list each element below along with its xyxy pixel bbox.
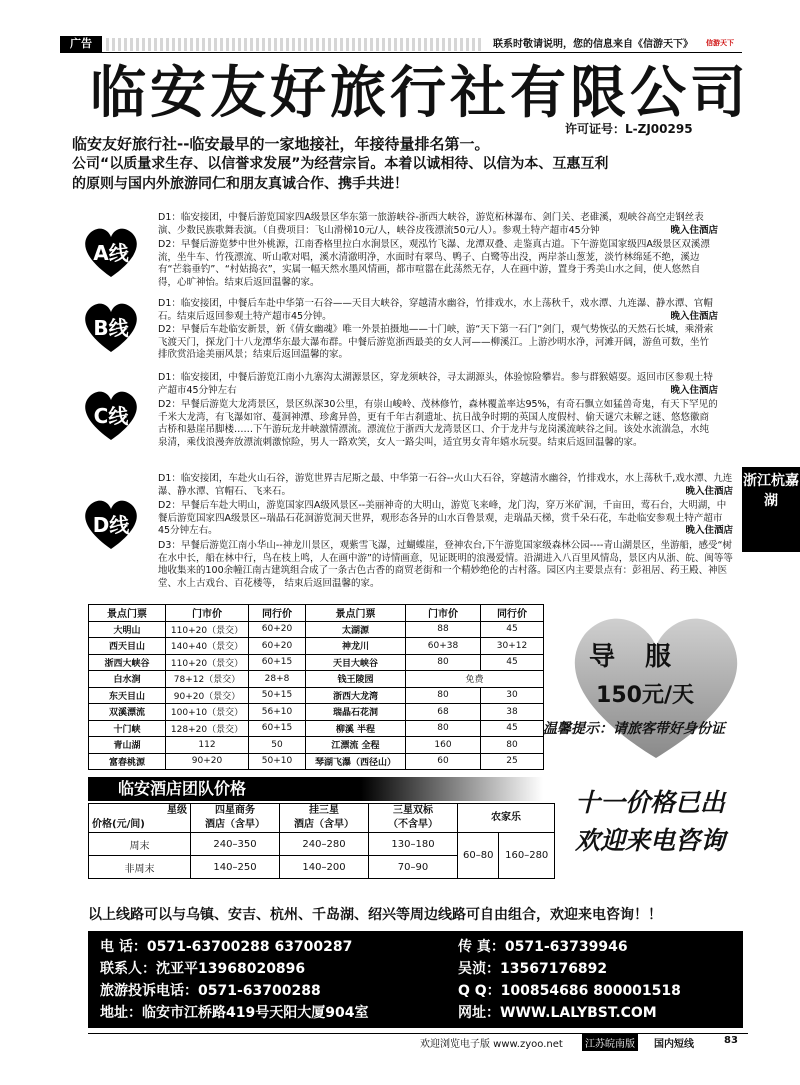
table-cell: 78+12（景交） — [166, 671, 249, 688]
attraction-name: 西天目山 — [89, 638, 166, 655]
route-day — [158, 212, 718, 237]
route-day — [158, 473, 733, 498]
table-cell: 60+15 — [249, 720, 306, 737]
attraction-name: 瑞晶石花洞 — [306, 704, 406, 721]
corner-bottom: 价格(元/间) — [92, 819, 145, 830]
route-label: D线 — [92, 513, 130, 537]
attraction-name: 双溪漂流 — [89, 704, 166, 721]
corner-header — [89, 804, 191, 833]
table-cell: 80 — [406, 654, 481, 671]
contact-panel — [88, 931, 743, 1028]
table-cell: 100+10（景交） — [166, 704, 249, 721]
attraction-name: 大明山 — [89, 621, 166, 638]
day-tag: D1： — [158, 298, 181, 309]
table-row — [89, 621, 544, 638]
column-header: 门市价 — [166, 605, 249, 622]
header-pattern — [103, 38, 483, 51]
complaint-phone: 旅游投诉电话：0571-63700288 — [100, 983, 321, 999]
table-cell: 112 — [166, 737, 249, 754]
attraction-name: 浙西大龙湾 — [306, 687, 406, 704]
table-row — [89, 720, 544, 737]
route-day — [158, 500, 733, 538]
publication-logo: 信游天下 — [706, 39, 734, 47]
hotel-price-table — [88, 803, 555, 879]
attraction-name: 江漂流 全程 — [306, 737, 406, 754]
day-tag: D3： — [158, 540, 181, 551]
table-cell: 45 — [481, 621, 544, 638]
table-cell: 160–280 — [499, 833, 555, 879]
column-header: 四星商务 酒店（含早） — [191, 804, 280, 833]
phone-line: 电 话：0571-63700288 63700287 — [100, 939, 353, 955]
table-cell: 110+20（景交） — [166, 621, 249, 638]
stay-note: 晚入住酒店 — [685, 525, 733, 537]
ticket-table-body — [89, 621, 544, 770]
attraction-name: 琴湖飞瀑（西径山） — [306, 753, 406, 770]
table-row — [89, 654, 544, 671]
table-cell: 60 — [406, 753, 481, 770]
column-header: 景点门票 — [89, 605, 166, 622]
table-row — [89, 737, 544, 754]
route-b-heart-icon — [80, 300, 142, 354]
table-row — [89, 833, 555, 856]
attraction-name: 钱王陵园 — [306, 671, 406, 688]
table-cell: 45 — [481, 720, 544, 737]
company-intro — [72, 134, 742, 194]
column-header: 农家乐 — [458, 804, 555, 833]
day-tag: D2： — [158, 324, 181, 335]
day-tag: D1： — [158, 372, 181, 383]
address: 地址：临安市江桥路419号天阳大厦904室 — [100, 1005, 369, 1021]
hotel-section-title: 临安酒店团队价格 — [88, 777, 543, 801]
table-cell: 60+20 — [249, 638, 306, 655]
attraction-name: 神龙川 — [306, 638, 406, 655]
footer-rule — [88, 1033, 748, 1050]
day-tag: D1： — [158, 212, 181, 223]
table-cell: 70–90 — [369, 856, 458, 879]
intro-line: 的原则与国内外旅游同仁和朋友真诚合作、携手共进！ — [72, 176, 408, 192]
day-text: 早餐后游览大龙湾景区，景区纵深30公里，有崇山峻岭、茂林修竹，森林覆盖率达95%，有奇石飘立如猛兽奇鬼，有天下罕见的千米大龙湾，有飞瀑如帘、蔓洞神潭、珍禽异兽，更有千年古刹遗址、抗日战争时期的英国人度假村、偷天谜穴未解之谜、悠悠徽商古桥和悬崖吊脚楼……下午游玩龙井峡激情漂流。漂流位于浙西大龙湾景区口、介于龙井与龙岗溪流峡谷之间。该处水流湍急，水纯泉清，乘伐浪漫奔放漂流刺激惊险，男人一路欢笑，女人一路尖叫，适宜男女青年嬉水玩耍。结束后返回温馨的家。 — [158, 399, 718, 448]
table-cell: 50+10 — [249, 753, 306, 770]
stay-note: 晚入住酒店 — [685, 485, 733, 497]
day-text: 早餐后车赴大明山，游览国家四A级风景区--美丽神奇的大明山，游览飞来峰，龙门沟，穿万米矿洞，千亩田，莺石台，大明湖，中餐后游览国家四A级景区--瑞晶石花洞游览洞天世界，观形态各异的山水百鲁景观，走瑞晶天梯，赏千朵石花，车赴临安参观土特产超市45分钟左右。 — [158, 500, 727, 537]
attraction-name: 十门峡 — [89, 720, 166, 737]
combo-note: 以上线路可以与乌镇、安吉、杭州、千岛湖、绍兴等周边线路可自由组合，欢迎来电咨询！！ — [88, 907, 662, 923]
table-header-row — [89, 605, 544, 622]
corner-top: 星级 — [167, 805, 187, 816]
table-row — [89, 638, 544, 655]
table-cell: 60+15 — [249, 654, 306, 671]
stay-note: 晚入住酒店 — [670, 384, 718, 396]
license-number: 许可证号：L-ZJ00295 — [565, 122, 693, 136]
table-row — [89, 687, 544, 704]
attraction-name: 白水涧 — [89, 671, 166, 688]
day-text: 临安接团，中餐后游览国家四A级景区华东第一旅游峡谷-浙西大峡谷，游览柘林瀑布、剑门关、老碓溪，观峡谷高空走钢丝表演、少数民族歌舞表演。（自费项目：飞山滑梯10元/人，峡谷皮筏漂流50元/人）。参观土特产超市45分钟 — [158, 212, 704, 236]
column-header: 同行价 — [249, 605, 306, 622]
qq-line: Q Q：100854686 800001518 — [458, 983, 681, 999]
route-day — [158, 372, 718, 397]
table-cell: 80 — [406, 720, 481, 737]
attraction-name: 青山湖 — [89, 737, 166, 754]
route-c-heart-icon — [80, 388, 142, 442]
route-day — [158, 239, 718, 289]
route-a-heart-icon — [80, 225, 142, 279]
attraction-name: 太湖源 — [306, 621, 406, 638]
header-notice: 联系时敬请说明，您的信息来自《信游天下》 — [493, 39, 693, 50]
page-number: 83 — [724, 1035, 738, 1046]
row-label: 非周末 — [89, 856, 191, 879]
table-cell: 130–180 — [369, 833, 458, 856]
route-label: C线 — [93, 404, 129, 428]
day-tag: D2： — [158, 239, 181, 250]
table-cell: 25 — [481, 753, 544, 770]
column-header: 景点门票 — [306, 605, 406, 622]
route-label: B线 — [93, 316, 129, 340]
intro-line: 公司“以质量求生存、以信誉求发展”为经营宗旨。本着以诚相待、以信为本、互惠互利 — [72, 156, 609, 172]
attraction-name: 柳溪 半程 — [306, 720, 406, 737]
stay-note: 晚入住酒店 — [670, 310, 718, 322]
table-cell: 免费 — [406, 671, 544, 688]
attraction-name: 浙西大峡谷 — [89, 654, 166, 671]
table-row — [89, 753, 544, 770]
table-cell: 240–280 — [280, 833, 369, 856]
column-header: 同行价 — [481, 605, 544, 622]
footer-browse: 欢迎浏览电子版 www.zyoo.net — [420, 1039, 563, 1050]
promo-text — [555, 784, 745, 860]
table-row — [89, 704, 544, 721]
footer-section: 国内短线 — [654, 1039, 694, 1050]
table-cell: 60–80 — [458, 833, 499, 879]
day-text: 早餐后车赴临安新景，新《倩女幽魂》唯一外景拍摄地——十门峡，游“天下第一石门”剑门，观气势恢弘的天然石长城，乘滑索飞渡天门，探龙门十八龙潭华东最大瀑布群。中餐后游览浙西最美的女人河——柳溪江。上游沙明水净，河滩开阔，游鱼可数，坐竹排欣赏沿途美丽风景；结束后返回温馨的家。 — [158, 324, 714, 361]
promo-line: 十一价格已出 — [574, 788, 725, 817]
day-text: 早餐后游览梦中世外桃源，江南香格里拉白水涧景区，观泓竹飞瀑、龙潭双叠、走鉴真古道。下午游览国家级四A级景区双溪漂流，坐牛车、竹筏漂流、听山歌对唱，溪水清澈明净，水面时有翠鸟、鸭子、白鹭等出没，两岸茶山葱茏，淡竹林绵延不绝，溪边有“芒翁垂钓”、“村姑捣衣”，实属一幅天然水墨风情画，都市喧嚣在此荡然无存，人在画中游，置身于秀美山水之间，使人悠然自得，心旷神怡。结束后返回温馨的家。 — [158, 239, 710, 288]
table-cell: 50 — [249, 737, 306, 754]
route-day — [158, 298, 718, 323]
stay-note: 晚入住酒店 — [670, 224, 718, 236]
day-tag: D1： — [158, 473, 181, 484]
table-cell: 80 — [481, 737, 544, 754]
website: 网址：WWW.LALYBST.COM — [458, 1005, 657, 1021]
table-cell: 110+20（景交） — [166, 654, 249, 671]
day-text: 临安接团，中餐后车赴中华第一石谷——天目大峡谷，穿越清水幽谷，竹排戏水，水上荡秋千，戏水潭、九连瀑、静水潭、官帽石。结束后返回参观土特产超市45分钟。 — [158, 298, 713, 322]
route-day — [158, 324, 718, 362]
footer-edition: 江苏皖南版 — [582, 1034, 638, 1051]
row-label: 周末 — [89, 833, 191, 856]
table-cell: 140+40（景交） — [166, 638, 249, 655]
table-cell: 140–200 — [280, 856, 369, 879]
attraction-name: 东天目山 — [89, 687, 166, 704]
column-header: 挂三星 酒店（含早） — [280, 804, 369, 833]
route-d-heart-icon — [80, 497, 142, 551]
table-cell: 50+15 — [249, 687, 306, 704]
table-cell: 38 — [481, 704, 544, 721]
contact-person: 联系人：沈亚平13968020896 — [100, 961, 306, 977]
table-cell: 28+8 — [249, 671, 306, 688]
guide-price: 150元/天 — [596, 683, 694, 708]
company-name: 临安友好旅行社有限公司 — [90, 61, 750, 126]
fax-line: 传 真：0571-63739946 — [458, 939, 628, 955]
day-text: 早餐后游览江南小华山--神龙川景区，观紫雪飞瀑，过蝴蝶崖，登神农台,下午游览国家级森林公园----青山湖景区，坐游船，感受“树在水中长，船在林中行，鸟在枝上鸣，人在画中游”的诗情画意，见证既明的浪漫爱情。沿湖进入八百里风情岛，景区内从浙、皖、闽等等地收集来的100余幢江南古建筑组合成了一条古色古香的商贸老街和一个精妙绝伦的古村落。园区内主要景点有：彭祖居、药王殿、神医堂、水上古戏台、百花楼等， 结束后返回温馨的家。 — [158, 540, 733, 589]
table-cell: 30 — [481, 687, 544, 704]
day-text: 临安接团，车赴火山石谷，游览世界吉尼斯之最、中华第一石谷--火山大石谷，穿越清水幽谷，竹排戏水，水上荡秋千,戏水潭、九连瀑、静水潭、官帽石、飞来石。 — [158, 473, 733, 497]
table-cell: 60+38 — [406, 638, 481, 655]
route-day — [158, 540, 733, 590]
table-cell: 56+10 — [249, 704, 306, 721]
table-cell: 240–350 — [191, 833, 280, 856]
attraction-name: 富春桃源 — [89, 753, 166, 770]
second-contact: 吴浈：13567176892 — [458, 961, 608, 977]
table-cell: 68 — [406, 704, 481, 721]
column-header: 三星双标 （不含早） — [369, 804, 458, 833]
table-cell: 88 — [406, 621, 481, 638]
table-row — [89, 671, 544, 688]
guide-title: 导服 — [588, 642, 701, 672]
promo-line: 欢迎来电咨询 — [574, 826, 725, 855]
route-day — [158, 399, 718, 449]
column-header: 门市价 — [406, 605, 481, 622]
table-cell: 128+20（景交） — [166, 720, 249, 737]
guide-tip: 温馨提示：请旅客带好身份证 — [543, 721, 725, 737]
table-cell: 90+20 — [166, 753, 249, 770]
day-tag: D2： — [158, 399, 181, 410]
region-side-tab: 浙江杭嘉湖 — [742, 467, 800, 552]
table-cell: 160 — [406, 737, 481, 754]
day-tag: D2： — [158, 500, 181, 511]
table-cell: 140–250 — [191, 856, 280, 879]
intro-line: 临安友好旅行社--临安最早的一家地接社，年接待量排名第一。 — [72, 135, 490, 153]
table-cell: 90+20（景交） — [166, 687, 249, 704]
day-text: 临安接团，中餐后游览江南小九寨沟太湖源景区，穿龙须峡谷，寻太湖源头，体验惊险攀岩。参与群猴嬉耍。返回市区参观土特产超市45分钟左右 — [158, 372, 713, 396]
table-cell: 60+20 — [249, 621, 306, 638]
ticket-price-table — [88, 604, 544, 770]
route-label: A线 — [93, 241, 129, 265]
ad-tag: 广告 — [60, 36, 102, 52]
table-cell: 30+12 — [481, 638, 544, 655]
table-cell: 80 — [406, 687, 481, 704]
attraction-name: 天目大峡谷 — [306, 654, 406, 671]
table-cell: 45 — [481, 654, 544, 671]
